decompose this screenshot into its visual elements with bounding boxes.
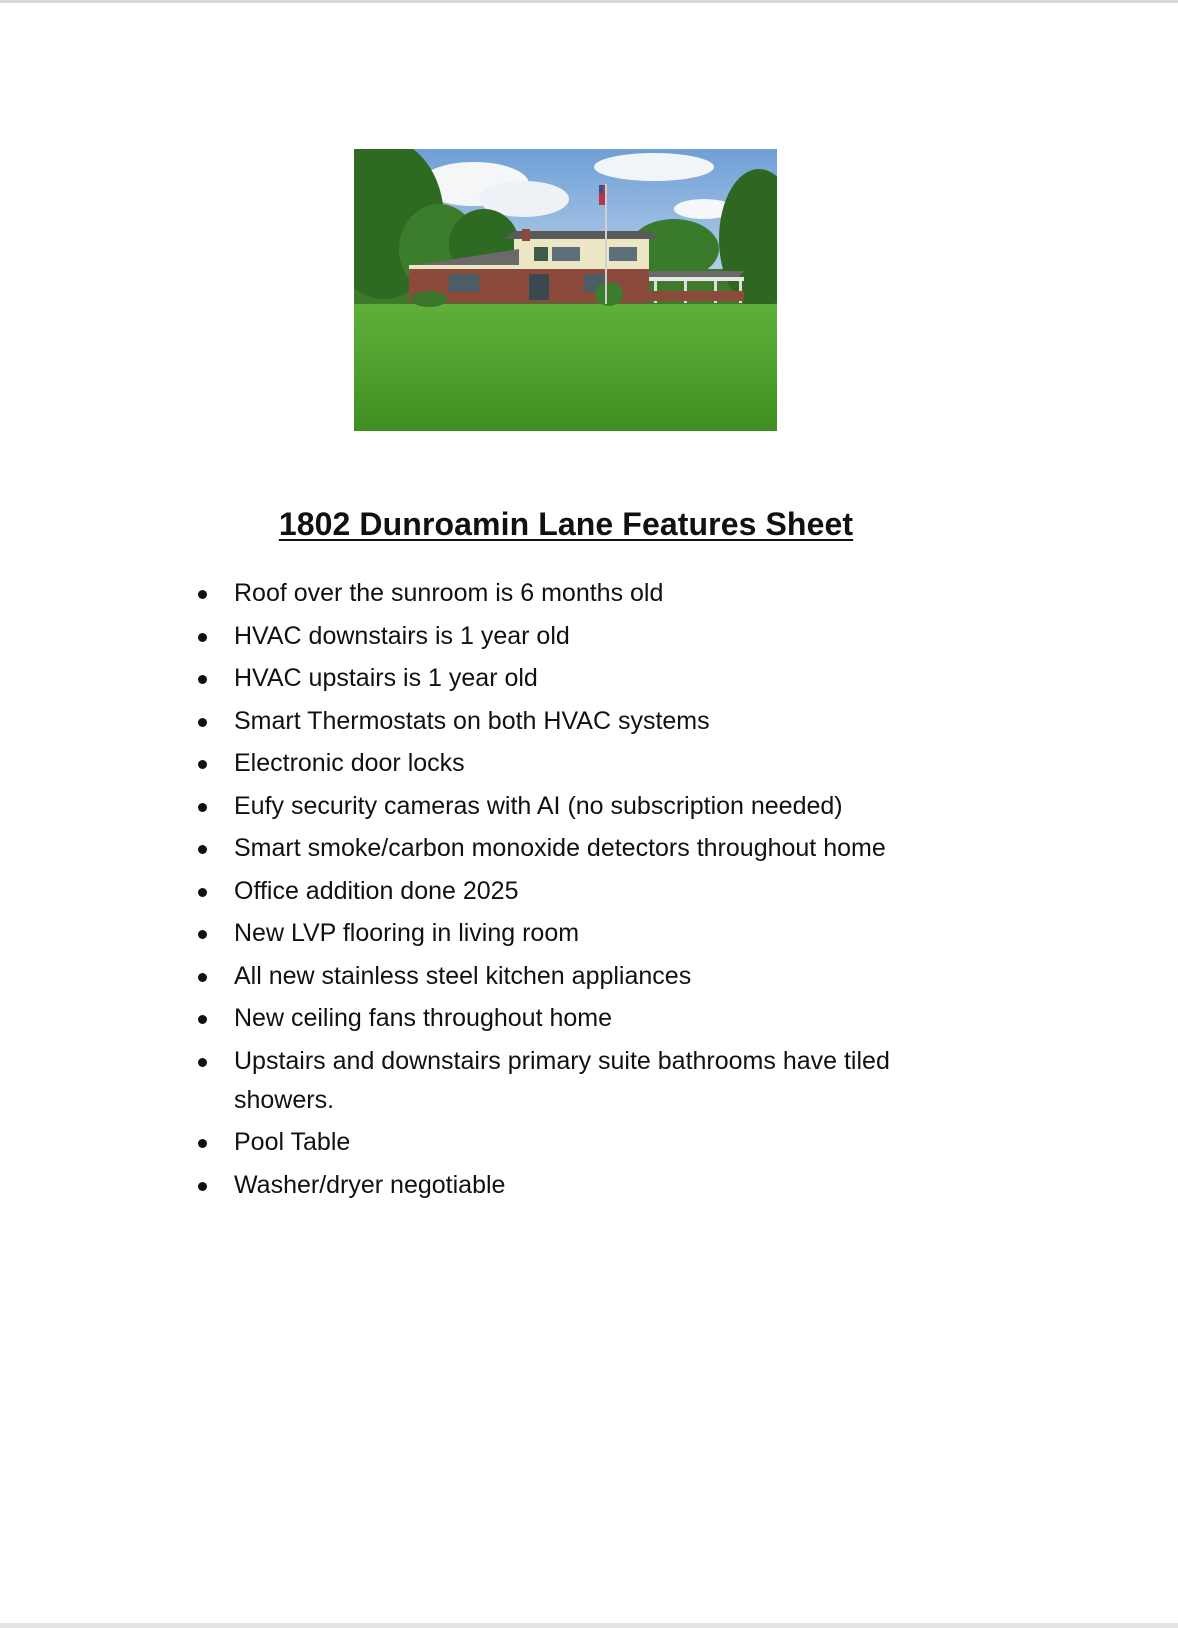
feature-text: New ceiling fans throughout home — [234, 1004, 613, 1032]
feature-text: New LVP flooring in living room — [234, 919, 580, 947]
list-item — [192, 617, 992, 656]
bullet-icon — [198, 973, 207, 982]
list-item — [192, 702, 992, 741]
feature-text: Washer/dryer negotiable — [234, 1170, 506, 1199]
feature-text: HVAC upstairs is 1 year old — [234, 664, 538, 692]
house-photo — [354, 149, 777, 431]
bullet-icon — [198, 803, 207, 812]
list-item — [192, 1123, 992, 1162]
bullet-icon — [198, 888, 207, 897]
bullet-icon — [198, 760, 207, 769]
list-item — [192, 999, 992, 1038]
list-item — [192, 829, 992, 868]
list-item — [192, 872, 992, 911]
feature-text: Eufy security cameras with AI (no subscription needed) — [234, 791, 843, 820]
feature-text: Pool Table — [234, 1128, 351, 1156]
list-item — [192, 1166, 992, 1205]
bullet-icon — [198, 590, 207, 599]
bullet-icon — [198, 845, 207, 854]
feature-text: All new stainless steel kitchen appliances — [234, 961, 692, 990]
bullet-icon — [198, 1182, 207, 1191]
feature-text: Smart smoke/carbon monoxide detectors throughout home — [234, 834, 886, 862]
list-item — [192, 574, 992, 613]
page-bottom-border — [0, 1623, 1178, 1628]
bullet-icon — [198, 1015, 207, 1024]
bullet-icon — [198, 1139, 207, 1148]
feature-text: Upstairs and downstairs primary suite bathrooms have tiled showers. — [234, 1046, 890, 1114]
list-item — [192, 1042, 992, 1120]
feature-text: Roof over the sunroom is 6 months old — [234, 579, 664, 607]
feature-text: Office addition done 2025 — [234, 876, 519, 905]
list-item — [192, 787, 992, 826]
feature-text: HVAC downstairs is 1 year old — [234, 621, 570, 650]
features-list — [192, 574, 992, 1208]
bullet-icon — [198, 633, 207, 642]
page-top-border — [0, 0, 1178, 3]
bullet-icon — [198, 675, 207, 684]
feature-text: Smart Thermostats on both HVAC systems — [234, 706, 710, 735]
bullet-icon — [198, 930, 207, 939]
page-title: 1802 Dunroamin Lane Features Sheet — [278, 506, 854, 542]
list-item — [192, 957, 992, 996]
list-item — [192, 659, 992, 698]
list-item — [192, 744, 992, 783]
bullet-icon — [198, 1058, 207, 1067]
feature-text: Electronic door locks — [234, 749, 465, 777]
list-item — [192, 914, 992, 953]
bullet-icon — [198, 718, 207, 727]
